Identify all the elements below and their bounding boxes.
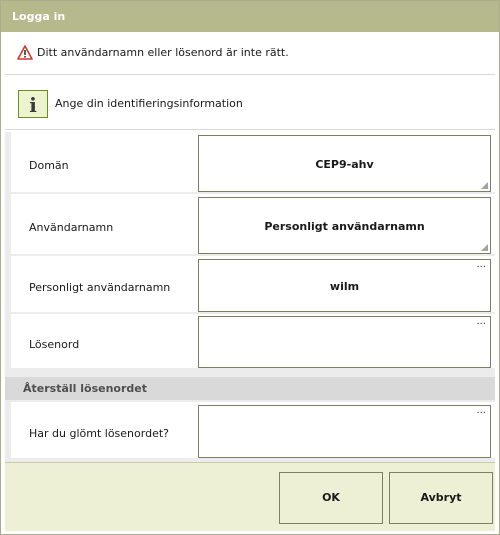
- info-message: [5, 77, 495, 130]
- personal-username-row: [11, 256, 495, 312]
- domain-row: [11, 132, 495, 192]
- personal-username-value: wilm: [329, 280, 360, 293]
- more-options-icon[interactable]: ...: [476, 259, 486, 270]
- dialog-footer: [5, 462, 495, 531]
- username-type-value: Personligt användarnamn: [264, 220, 425, 233]
- error-text: Ditt användarnamn eller lösenord är inte rätt.: [37, 46, 289, 59]
- username-type-row: [11, 194, 495, 254]
- personal-username-label: Personligt användarnamn: [29, 281, 171, 294]
- reset-password-section: [5, 377, 495, 400]
- resize-handle-icon[interactable]: [481, 182, 488, 189]
- login-form: [5, 132, 495, 462]
- more-options-icon[interactable]: ...: [476, 405, 486, 416]
- forgot-password-row: [11, 402, 495, 458]
- more-options-icon[interactable]: ...: [476, 316, 486, 327]
- forgot-password-label: Har du glömt lösenordet?: [29, 427, 169, 440]
- domain-field[interactable]: [198, 135, 491, 192]
- dialog-titlebar: [1, 1, 499, 32]
- username-type-label: Användarnamn: [29, 221, 114, 234]
- password-row: [11, 314, 495, 368]
- domain-label: Domän: [29, 159, 69, 172]
- error-message: [5, 32, 495, 75]
- info-icon: i: [18, 90, 48, 118]
- domain-value: CEP9-ahv: [315, 158, 374, 171]
- password-field[interactable]: [198, 316, 491, 368]
- warning-triangle-icon: [17, 45, 33, 60]
- info-text: Ange din identifieringsinformation: [55, 97, 243, 110]
- username-type-field[interactable]: [198, 197, 491, 254]
- dialog-title: Logga in: [12, 10, 66, 23]
- reset-password-title: Återställ lösenordet: [23, 382, 147, 395]
- personal-username-field[interactable]: [198, 259, 491, 312]
- password-label: Lösenord: [29, 338, 80, 351]
- resize-handle-icon[interactable]: [481, 244, 488, 251]
- forgot-password-field[interactable]: [198, 405, 491, 458]
- ok-button[interactable]: OK: [279, 472, 383, 524]
- cancel-button[interactable]: Avbryt: [389, 472, 493, 524]
